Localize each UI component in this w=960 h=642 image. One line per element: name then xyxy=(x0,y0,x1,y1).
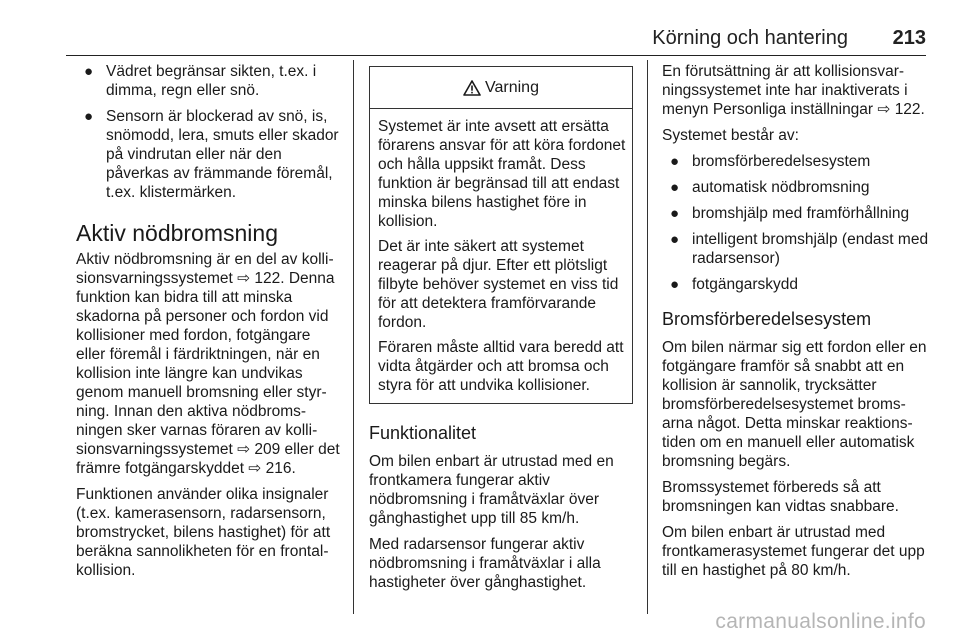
body-paragraph: Om bilen enbart är utrustad med frontkamerasystemet fungerar det upp till en hastighet på 80 km/h. xyxy=(662,524,925,579)
section-heading: Aktiv nödbromsning xyxy=(76,220,278,246)
middle-column xyxy=(369,62,633,599)
bullet-icon: ● xyxy=(84,108,94,125)
body-paragraph: Bromssystemet förbereds så att bromsningen kan vidtas snabbare. xyxy=(662,479,899,515)
body-paragraph: Funktionen använder olika insignaler (t.ex. kamerasensorn, radarsensorn, bromstrycket, bilens hastighet) för att beräkna sannolikheten för en frontalkollision. xyxy=(76,486,331,579)
bullet-icon: ● xyxy=(670,276,680,293)
body-paragraph: Aktiv nödbromsning är en del av kollisionsvarningssystemet ⇨ 122. Denna funktion kan bidra till att minska skadorna på personer och fordon vid kollisioner med fordon, fotgängare eller föremål i färdriktningen, när en kollision inte längre kan undvikas genom manuell bromsning eller styrning. Innan den aktiva nödbromsningen sker varnas föraren av kollisionsvarningssystemet ⇨ 209 eller det främre fotgängarskyddet ⇨ 216. xyxy=(76,251,340,477)
warning-paragraph: Det är inte säkert att systemet reagerar på djur. Efter ett plötsligt filbyte behöver systemet en viss tid för att detektera framförvarande fordon. xyxy=(378,238,619,331)
warning-box xyxy=(369,66,633,404)
warning-paragraph: Systemet är inte avsett att ersätta förarens ansvar för att köra fordonet och hålla uppsikt framåt. Dess funktion är begränsad till att endast minska bilens hastighet före in kollision. xyxy=(378,118,626,230)
list-item xyxy=(662,204,930,223)
left-column xyxy=(76,62,342,587)
warning-header xyxy=(370,67,632,109)
list-item-text: Sensorn är blockerad av snö, is, snömodd, lera, smuts eller skador på vindrutan eller när den påverkas av främmande föremål, t.ex. klistermärken. xyxy=(106,108,339,201)
list-item-text: Vädret begränsar sikten, t.ex. i dimma, regn eller snö. xyxy=(106,63,317,99)
column-divider-left xyxy=(353,60,354,614)
warning-paragraph: Föraren måste alltid vara beredd att vidta åtgärder och att bromsa och styra för att undvika kollisioner. xyxy=(378,339,624,394)
warning-title: Varning xyxy=(485,79,539,96)
body-paragraph: En förutsättning är att kollisionsvarningssystemet inte har inaktiverats i menyn Personliga inställningar ⇨ 122. xyxy=(662,63,925,118)
column-divider-right xyxy=(647,60,648,614)
list-item xyxy=(662,178,930,197)
body-paragraph: Med radarsensor fungerar aktiv nödbromsning i framåtväxlar i alla hastigheter över gånghastighet. xyxy=(369,536,601,591)
list-item-text: automatisk nödbromsning xyxy=(692,179,870,196)
list-item-text: bromsförberedelsesystem xyxy=(692,153,871,170)
list-item xyxy=(662,275,930,294)
list-item xyxy=(662,230,930,268)
list-item xyxy=(76,62,342,100)
body-paragraph: Om bilen enbart är utrustad med en frontkamera fungerar aktiv nödbromsning i framåtväxlar över gånghastighet upp till 85 km/h. xyxy=(369,453,614,527)
section-heading: Bromsförberedelsesystem xyxy=(662,309,872,329)
bullet-icon: ● xyxy=(670,179,680,196)
list-intro: Systemet består av: xyxy=(662,127,799,144)
warning-body xyxy=(370,109,632,403)
page-number: 213 xyxy=(892,27,926,49)
header-rule xyxy=(66,55,926,56)
bullet-icon: ● xyxy=(670,231,680,248)
warning-triangle-icon xyxy=(463,80,481,96)
bullet-icon: ● xyxy=(670,153,680,170)
page-header xyxy=(0,22,960,56)
watermark: carmanualsonline.info xyxy=(715,610,926,633)
bullet-icon: ● xyxy=(84,63,94,80)
section-title: Körning och hantering xyxy=(652,27,848,49)
body-paragraph: Om bilen närmar sig ett fordon eller en fotgängare framför så snabbt att en kollision är sannolik, trycksätter bromsförberedelsesystemet bromsarna något. Detta minskar reaktionstiden om en manuell eller automatisk bromsning begärs. xyxy=(662,339,927,470)
list-item xyxy=(662,152,930,171)
list-item xyxy=(76,107,342,202)
list-item-text: bromshjälp med framförhållning xyxy=(692,205,910,222)
section-heading: Funktionalitet xyxy=(369,423,477,443)
bullet-icon: ● xyxy=(670,205,680,222)
list-item-text: fotgängarskydd xyxy=(692,276,798,293)
list-item-text: intelligent bromshjälp (endast med radarsensor) xyxy=(692,231,929,267)
right-column xyxy=(662,62,930,587)
